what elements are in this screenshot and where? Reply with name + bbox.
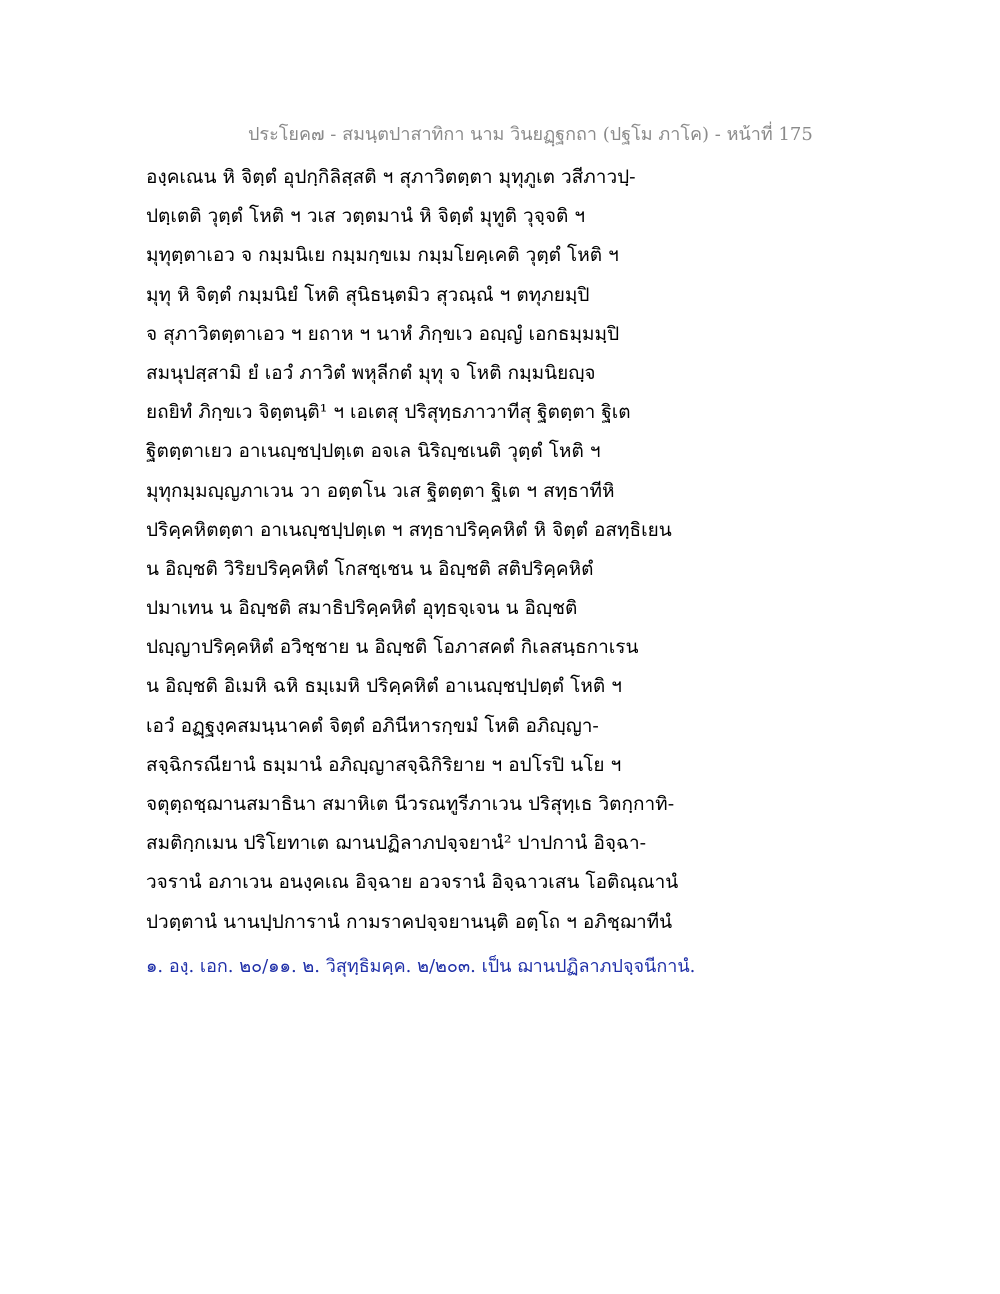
- body-line: ฐิตตฺตาเยว อาเนญฺชปฺปตฺเต อจเล นิริญฺชเนติ วุตฺตํ โหติ ฯ: [146, 440, 601, 463]
- body-line: จตุตฺถชฺฌานสมาธินา สมาหิเต นีวรณทูรีภาเวน ปริสุทฺเธ วิตกฺกาทิ-: [146, 793, 675, 815]
- body-line: สมนุปสฺสามิ ยํ เอวํ ภาวิตํ พหุลีกตํ มุทุ จ โหติ กมฺมนิยญฺจ: [146, 361, 596, 384]
- body-text: [146, 158, 706, 942]
- body-line: สจฺฉิกรณียานํ ธมฺมานํ อภิญฺญาสจฺฉิกิริยาย ฯ อปโรปิ นโย ฯ: [146, 753, 622, 776]
- body-line: ปญฺญาปริคฺคหิตํ อวิชฺชาย น อิญฺชติ โอภาสคตํ กิเลสนฺธกาเรน: [146, 636, 639, 659]
- body-line: สมติกฺกเมน ปริโยทาเต ฌานปฏิลาภปจฺจยานํ² ปาปกานํ อิจฺฉา-: [146, 832, 647, 855]
- body-line: มุทุกมฺมญฺญภาเวน วา อตฺตโน วเส ฐิตตฺตา ฐิเต ฯ สทฺธาทีหิ: [146, 479, 615, 502]
- footnote: ๑. องฺ. เอก. ๒๐/๑๑. ๒. วิสุทฺธิมคฺค. ๒/๒๐๓. เป็น ฌานปฏิลาภปจฺจนีกานํ.: [146, 956, 696, 977]
- body-line: น อิญฺชติ วิริยปริคฺคหิตํ โกสชฺเชน น อิญฺชติ สติปริคฺคหิตํ: [146, 557, 594, 580]
- body-line: จ สุภาวิตตฺตาเอว ฯ ยถาห ฯ นาหํ ภิกฺขเว อญฺญํ เอกธมฺมมฺปิ: [146, 322, 620, 345]
- body-line: ปวตฺตานํ นานปฺปการานํ กามราคปจฺจยานนฺติ อตฺโถ ฯ อภิชฺฌาทีนํ: [146, 910, 673, 933]
- body-line: มุทุตฺตาเอว จ กมฺมนิเย กมฺมกฺขเม กมฺมโยคฺเคติ วุตฺตํ โหติ ฯ: [146, 244, 619, 267]
- body-line: มุทุ หิ จิตฺตํ กมฺมนิยํ โหติ สุนิธนฺตมิว สุวณฺณํ ฯ ตทุภยมฺปิ: [146, 283, 590, 306]
- body-line: ปตฺเตติ วุตฺตํ โหติ ฯ วเส วตฺตมานํ หิ จิตฺตํ มุทูติ วุจฺจติ ฯ: [146, 205, 586, 228]
- body-line: เอวํ อฏฺฐงฺคสมนฺนาคตํ จิตฺตํ อภินีหารกฺขมํ โหติ อภิญฺญา-: [146, 714, 599, 737]
- body-line: ยถยิทํ ภิกฺขเว จิตฺตนฺติ¹ ฯ เอเตสุ ปริสุทฺธภาวาทีสุ ฐิตตฺตา ฐิเต: [146, 401, 631, 424]
- running-header: ประโยค๗ - สมนฺตปาสาทิกา นาม วินยฏฺฐกถา (ปฐโม ภาโค) - หน้าที่ 175: [248, 124, 813, 145]
- body-line: วจรานํ อภาเวน อนงฺคเณ อิจฺฉาย อวจรานํ อิจฺฉาวเสน โอติณฺณานํ: [146, 871, 679, 894]
- body-line: ปริคฺคหิตตฺตา อาเนญฺชปฺปตฺเต ฯ สทฺธาปริคฺคหิตํ หิ จิตฺตํ อสทฺธิเยน: [146, 518, 672, 541]
- body-line: ปมาเทน น อิญฺชติ สมาธิปริคฺคหิตํ อุทฺธจฺเจน น อิญฺชติ: [146, 597, 578, 620]
- body-line: น อิญฺชติ อิเมหิ ฉหิ ธมฺเมหิ ปริคฺคหิตํ อาเนญฺชปฺปตฺตํ โหติ ฯ: [146, 675, 622, 698]
- body-line: องฺคเณน หิ จิตฺตํ อุปกฺกิลิสฺสติ ฯ สุภาวิตตฺตา มุทุภูเต วสีภาวปฺ-: [146, 166, 636, 188]
